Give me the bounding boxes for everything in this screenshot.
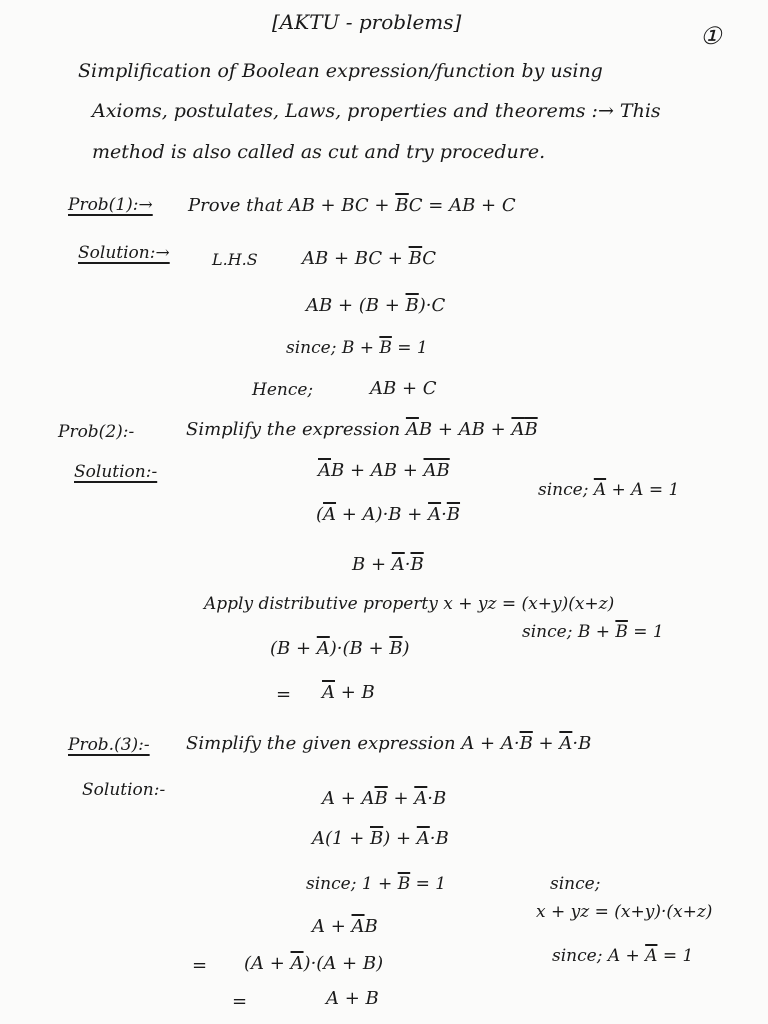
prob2-result: $\overline{A} + B$ (322, 682, 375, 703)
prob2-equals: = (276, 684, 292, 705)
prob3-statement: Simplify the given expression $A + A\cdot\overline{B} + \overline{A}\cdot B$ (186, 733, 592, 754)
prob1-result: AB + C (370, 378, 437, 399)
prob3-since-1: since; $1 + \overline{B} = 1$ (306, 874, 447, 894)
prob2-step-3: $B + \overline{A}\cdot\overline{B}$ (352, 554, 424, 575)
prob3-solution-label: Solution:- (82, 780, 166, 800)
intro-line-2: Axioms, postulates, Laws, properties and theorems :→ This (92, 100, 661, 122)
prob1-step-1: AB + BC + $\overline{B}C$ (302, 248, 436, 269)
prob1-solution-label: Solution:→ (78, 243, 170, 263)
prob3-step-2: $A(1 + \overline{B}) + \overline{A}\cdot B$ (312, 828, 449, 849)
prob2-solution-label: Solution:- (74, 462, 158, 482)
intro-line-3: method is also called as cut and try procedure. (92, 141, 546, 163)
prob3-since-2-eq: x + yz = (x+y)·(x+z) (536, 902, 713, 922)
prob3-since-3: since; $A + \overline{A} = 1$ (552, 946, 694, 966)
prob3-equals-1: = (192, 955, 208, 976)
prob1-step-2: AB + $(B + \overline{B})\cdot C$ (306, 295, 446, 316)
prob1-label: Prob(1):→ (68, 195, 153, 215)
prob1-lhs: L.H.S (212, 250, 258, 269)
prob3-result: A + B (326, 988, 379, 1009)
prob1-statement: Prove that AB + BC + $\overline{B}C$ = AB + C (188, 195, 516, 216)
prob3-label: Prob.(3):- (68, 735, 150, 755)
prob2-since-1: since; $\overline{A} + A = 1$ (538, 480, 680, 500)
prob3-step-4: $(A + \overline{A})\cdot(A + B)$ (244, 953, 384, 974)
prob2-step-2: $(\overline{A} + A)\cdot B + \overline{A}\cdot\overline{B}$ (316, 504, 461, 525)
prob2-step-1: $\overline{A}B$ + AB + $\overline{A}\overline{B}$ (318, 460, 450, 481)
page-title: [AKTU - problems] (272, 10, 462, 34)
prob3-since-2-label: since; (550, 874, 601, 894)
prob2-statement: Simplify the expression $\overline{A}B$ + AB + $\overline{A}\overline{B}$ (186, 419, 538, 440)
prob3-step-3: $A + \overline{A}B$ (312, 916, 378, 937)
prob2-step-4: $(B + \overline{A})\cdot(B + \overline{B})$ (270, 638, 410, 659)
prob1-hence: Hence; (252, 380, 314, 400)
prob3-step-1: $A + A\overline{B} + \overline{A}\cdot B$ (322, 788, 447, 809)
prob2-label: Prob(2):- (58, 422, 135, 442)
prob1-since: since; $B + \overline{B} = 1$ (286, 338, 428, 358)
prob2-apply-distributive: Apply distributive property x + yz = (x+y)(x+z) (204, 594, 615, 614)
prob2-since-2: since; $B + \overline{B} = 1$ (522, 622, 664, 642)
page-number: ① (700, 22, 722, 50)
intro-line-1: Simplification of Boolean expression/function by using (78, 60, 603, 82)
prob3-equals-2: = (232, 991, 248, 1012)
